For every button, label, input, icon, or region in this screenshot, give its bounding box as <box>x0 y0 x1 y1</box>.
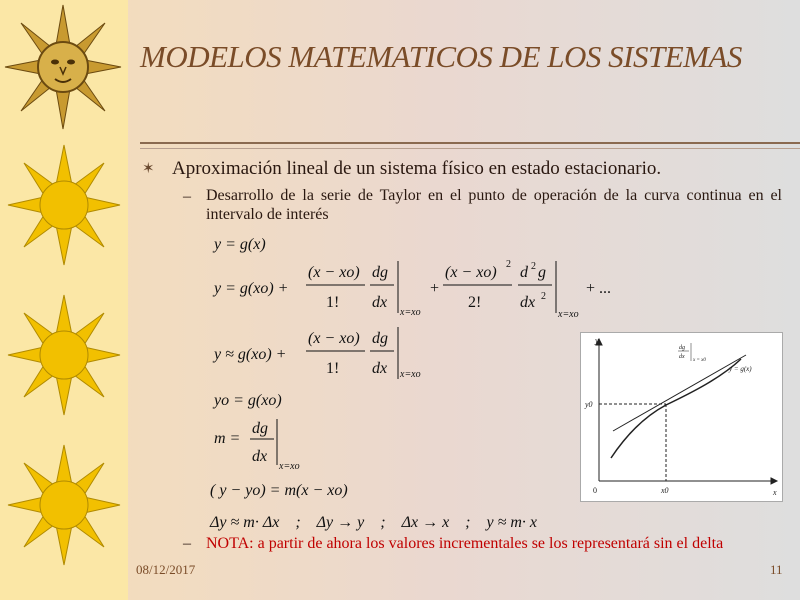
equation-2-eval: x=xo <box>400 307 421 318</box>
title-divider <box>140 142 800 144</box>
equation-5-dx: dx <box>252 448 268 465</box>
curve-g <box>611 359 741 458</box>
footer-date: 08/12/2017 <box>136 562 196 577</box>
equation-2-dg: dg <box>372 264 388 281</box>
y-axis-label: y <box>595 336 599 345</box>
sun-face-icon <box>2 2 124 132</box>
x-axis-arrow-icon <box>771 478 777 484</box>
linearization-figure <box>580 332 783 502</box>
equation-3-dg: dg <box>372 330 388 347</box>
equation-6: ( y − yo) = m(x − xo) <box>210 482 348 499</box>
slope-den: dx <box>679 354 685 360</box>
equation-2-den2: 2! <box>468 294 482 311</box>
bullet-level2-text: Desarrollo de la serie de Taylor en el punto de operación de la curva continua en el intervalo de interés <box>206 187 782 223</box>
note-text: NOTA: a partir de ahora los valores incrementales se los representará sin el delta <box>206 535 724 552</box>
bullet-level1-text: Aproximación lineal de un sistema físico en estado estacionario. <box>172 158 662 179</box>
equation-7: Δy ≈ m· Δx ; Δy → y ; Δx → x ; y ≈ m· x <box>210 514 538 531</box>
equation-2-den1: 1! <box>326 294 340 311</box>
equation-3-num: (x − xo) <box>308 330 360 347</box>
tangent-line <box>613 355 746 431</box>
equation-2-num1: (x − xo) <box>308 264 360 281</box>
equation-5-lhs: m = <box>214 430 241 447</box>
equation-2-lhs: y = g(xo) + <box>214 280 289 297</box>
dash-bullet-icon: – <box>183 188 191 205</box>
sun-icon <box>4 440 124 570</box>
equations-block <box>200 225 640 535</box>
sun-icon <box>4 140 124 270</box>
equation-2-d2-exp: 2 <box>531 261 536 272</box>
origin-label: 0 <box>593 486 597 495</box>
y0-label: y0 <box>585 400 593 409</box>
equation-2-d2dx-exp: 2 <box>541 291 546 302</box>
x-axis-label: x <box>773 488 777 497</box>
equation-3-den: 1! <box>326 360 340 377</box>
curve-label: y = g(x) <box>729 365 752 373</box>
equation-4: yo = g(xo) <box>214 392 282 409</box>
equation-3-eval: x=xo <box>400 369 421 380</box>
equation-2-d2: d <box>520 264 528 281</box>
x0-label: x0 <box>661 486 669 495</box>
slide-title: MODELOS MATEMATICOS DE LOS SISTEMAS <box>140 39 742 74</box>
equation-5-dg: dg <box>252 420 268 437</box>
equation-2-d2g: g <box>538 264 546 281</box>
star-bullet-icon: ✶ <box>142 161 155 177</box>
sun-icon <box>4 290 124 420</box>
equation-2-dx: dx <box>372 294 388 311</box>
equation-2-tail: + ... <box>586 280 612 297</box>
equation-3-lhs: y ≈ g(xo) + <box>214 346 287 363</box>
equation-2-exp: 2 <box>506 259 511 270</box>
equation-5-eval: x=xo <box>279 461 300 472</box>
equation-2-plus: + <box>430 280 440 297</box>
slope-num: dg <box>679 345 685 351</box>
title-divider-thin <box>140 148 800 149</box>
equation-2-d2dx: dx <box>520 294 536 311</box>
page-number: 11 <box>770 562 783 577</box>
equation-1: y = g(x) <box>214 236 266 253</box>
equation-3-dx: dx <box>372 360 388 377</box>
equation-2-num2: (x − xo) <box>445 264 497 281</box>
dash-bullet-icon: – <box>183 535 191 552</box>
linearization-graph <box>581 333 782 501</box>
equation-2-eval2: x=xo <box>558 309 579 320</box>
slope-eval: x = x0 <box>693 358 706 363</box>
